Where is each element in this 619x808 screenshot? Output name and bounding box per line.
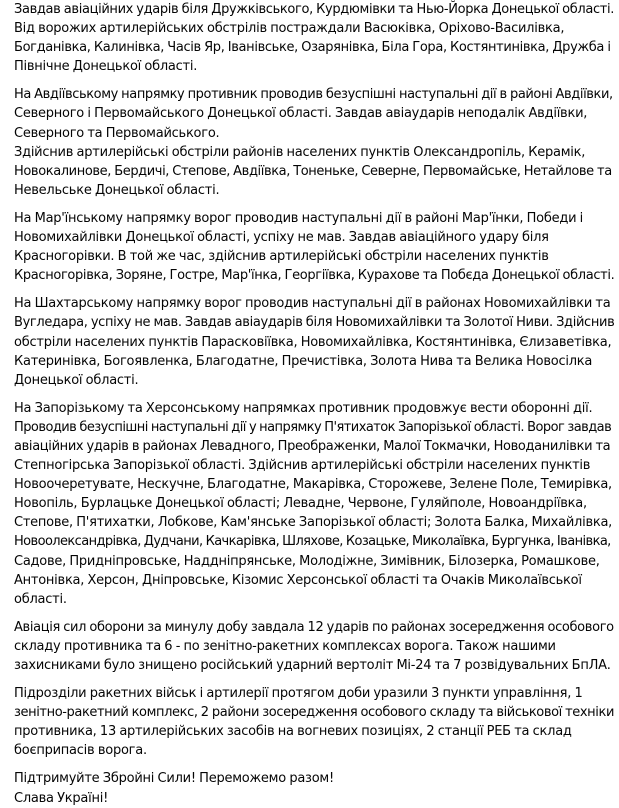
text-line: Богданівка, Калинівка, Часів Яр, Іванівське, Озарянівка, Біла Гора, Костянтинівка, Дружба і bbox=[14, 40, 611, 56]
paragraph-closing bbox=[14, 769, 614, 807]
text-line: Авіація сил оборони за минулу добу завдала 12 ударів по районах зосередження особового bbox=[14, 619, 614, 635]
paragraph-gap bbox=[14, 675, 614, 684]
text-line: Завдав авіаційних ударів біля Дружківського, Курдюмівки та Нью-Йорка Донецької області. bbox=[14, 2, 615, 17]
text-line: Новокалинове, Бердичі, Степове, Авдіївка, Тоненьке, Северне, Первомайське, Нетайлове та bbox=[14, 163, 612, 179]
text-line: боєприпасів ворога. bbox=[14, 743, 147, 759]
paragraph-gap bbox=[14, 760, 614, 769]
text-line: На Мар'їнському напрямку ворог проводив наступальні дії в районі Мар'їнки, Победи і bbox=[14, 210, 584, 226]
text-line: Донецької області. bbox=[14, 372, 139, 388]
text-line: Проводив безуспішні наступальні дії у напрямку П'ятихаток Запорізької області. Ворог завдав bbox=[14, 419, 612, 435]
text-line: Красногорівка, Зоряне, Гостре, Мар'їнка, Георгіївка, Курахове та Побєда Донецької області. bbox=[14, 268, 615, 284]
text-line: Красногорівки. В той же час, здійснив артилерійські обстріли населених пунктів bbox=[14, 249, 549, 265]
text-line: Від ворожих артилерійських обстрілів постраждали Васюківка, Оріхово-Василівка, bbox=[14, 21, 565, 37]
text-line: Здійснив артилерійські обстріли районів населених пунктів Олександропіль, Керамік, bbox=[14, 144, 586, 160]
paragraph-gap bbox=[14, 285, 614, 294]
text-line: Степногірська Запорізької області. Здійснив артилерійські обстріли населених пунктів bbox=[14, 458, 591, 474]
text-line: зенітно-ракетний комплекс, 2 райони зосередження особового складу та військової техніки bbox=[14, 705, 614, 721]
text-line: Підрозділи ракетних військ і артилерії протягом доби уразили 3 пункти управління, 1 bbox=[14, 686, 583, 702]
text-line: Катеринівка, Богоявленка, Благодатне, Пречистівка, Золота Нива та Велика Новосілка bbox=[14, 353, 593, 369]
text-line: Вугледара, успіху не мав. Завдав авіаударів біля Новомихайлівки та Золотої Ниви. Здійснив bbox=[14, 315, 615, 331]
paragraph-aviation-results bbox=[14, 618, 614, 675]
text-line: Північне Донецької області. bbox=[14, 59, 198, 75]
text-line: Невельське Донецької області. bbox=[14, 182, 220, 198]
text-line: Новопіль, Бурлацьке Донецької області; Левадне, Червоне, Гуляйполе, Новоандріївка, bbox=[14, 496, 587, 512]
text-line: Новомихайлівки Донецької області, успіху не мав. Завдав авіаційного удару біля bbox=[14, 230, 549, 246]
text-line: противника, 13 артилерійських засобів на вогневих позиціях, 2 станції РЕБ та склад bbox=[14, 724, 572, 740]
paragraph-gap bbox=[14, 200, 614, 209]
text-line: Степове, П'ятихатки, Лобкове, Кам'янське Запорізької області; Золота Балка, Михайлівка, bbox=[14, 515, 613, 531]
paragraph-zaporizhzhia-kherson-direction bbox=[14, 399, 614, 609]
text-line: Северного і Первомайського Донецької області. Завдав авіаударів неподалік Авдіївки, bbox=[14, 106, 588, 122]
paragraph-gap bbox=[14, 390, 614, 399]
text-line: На Запорізькому та Херсонському напрямках противник продовжує вести оборонні дії. bbox=[14, 400, 593, 416]
text-line: Новоочеретувате, Нескучне, Благодатне, Макарівка, Сторожеве, Зелене Поле, Темирівка, bbox=[14, 477, 612, 493]
text-line: Слава Україні! bbox=[14, 790, 109, 806]
paragraph-avdiivka-direction bbox=[14, 85, 614, 200]
text-line: авіаційних ударів в районах Левадного, Преображенки, Малої Токмачки, Новоданилівки та bbox=[14, 438, 611, 454]
text-line: На Авдіївському напрямку противник проводив безуспішні наступальні дії в районі Авдіївки, bbox=[14, 87, 613, 103]
paragraph-gap bbox=[14, 609, 614, 618]
text-line: Новоолександрівка, Дудчани, Качкарівка, Шляхове, Козацьке, Миколаївка, Бургунка, Іванівка, bbox=[14, 534, 611, 550]
text-line: обстріли населених пунктів Парасковіївка, Новомихайлівка, Костянтинівка, Єлизаветівка, bbox=[14, 334, 612, 350]
text-line: Підтримуйте Збройні Сили! Переможемо разом! bbox=[14, 771, 334, 787]
paragraph-marinka-direction bbox=[14, 209, 614, 285]
paragraph-air-strikes bbox=[14, 0, 614, 76]
post-text bbox=[14, 0, 614, 808]
text-line: Антонівка, Херсон, Дніпровське, Кізомис Херсонської області та Очаків Миколаївської bbox=[14, 572, 582, 588]
paragraph-gap bbox=[14, 76, 614, 85]
text-line: На Шахтарському напрямку ворог проводив наступальні дії в районах Новомихайлівки та bbox=[14, 296, 611, 312]
text-line: області. bbox=[14, 591, 67, 607]
paragraph-shakhtarsk-direction bbox=[14, 294, 614, 389]
text-line: Северного та Первомайського. bbox=[14, 125, 220, 141]
paragraph-artillery-results bbox=[14, 684, 614, 760]
text-line: Садове, Придніпровське, Наддніпрянське, Молодіжне, Зимівник, Білозерка, Ромашкове, bbox=[14, 553, 600, 569]
text-line: захисниками було знищено російський ударний вертоліт Мі-24 та 7 розвідувальних БпЛА. bbox=[14, 658, 611, 673]
text-line: складу противника та 6 - по зенітно-ракетних комплексах ворога. Також нашими bbox=[14, 638, 556, 654]
